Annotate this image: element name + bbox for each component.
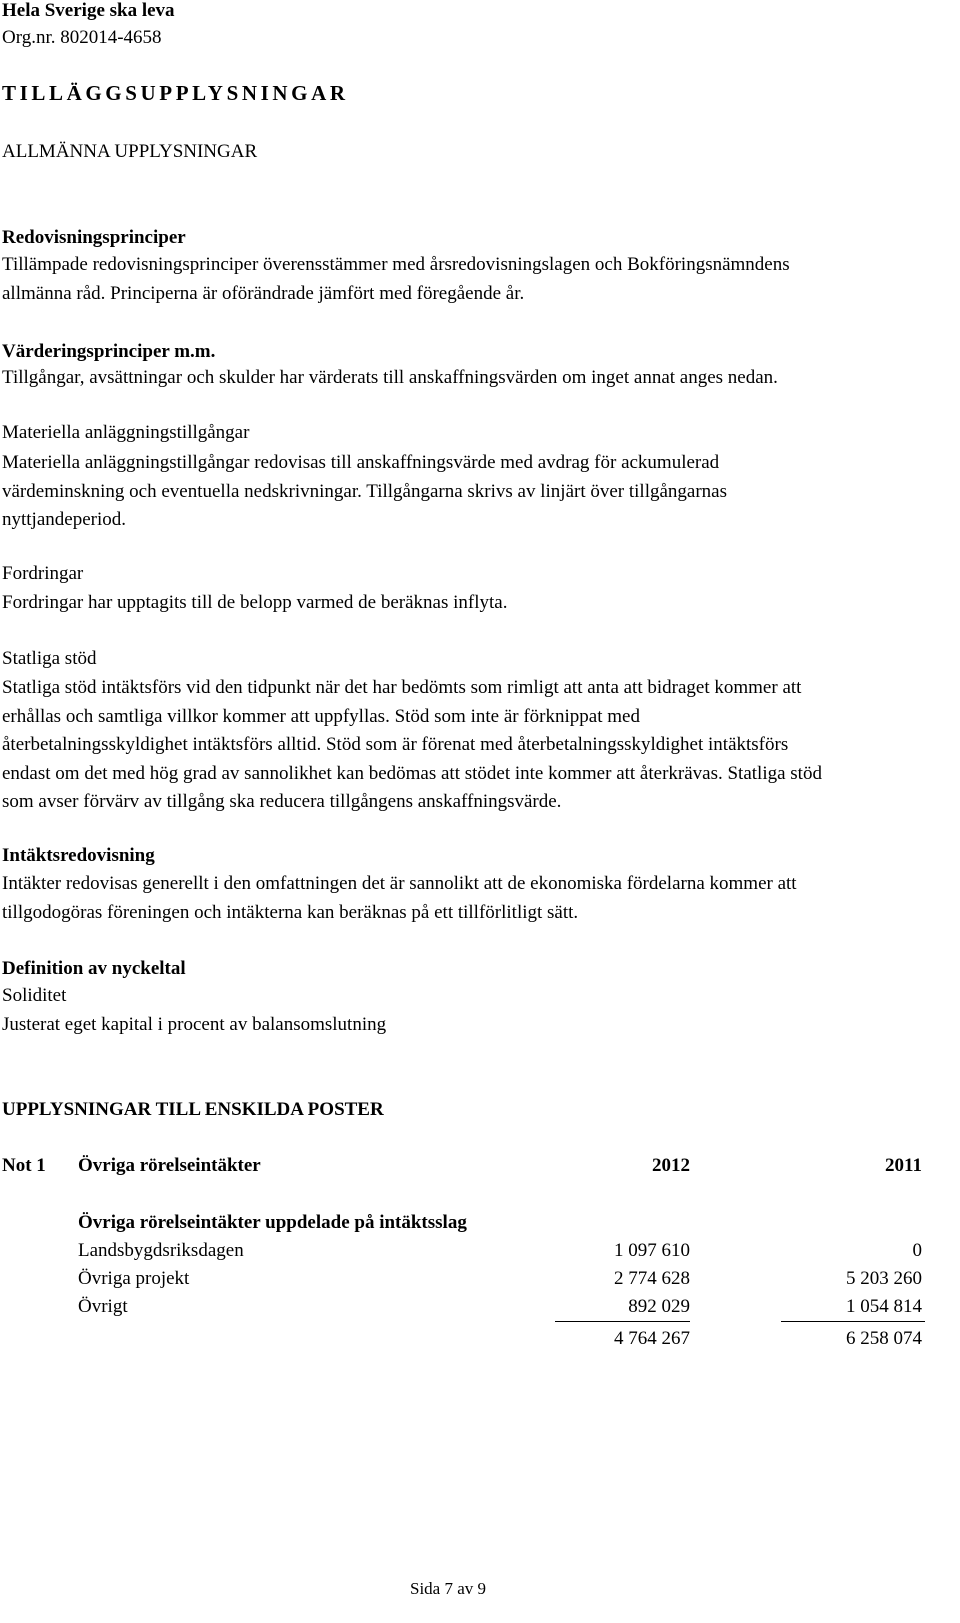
materiella-text bbox=[2, 449, 727, 535]
text-line: som avser förvärv av tillgång ska reducera tillgångens anskaffningsvärde. bbox=[2, 791, 562, 812]
note-subheading: Övriga rörelseintäkter uppdelade på intäktsslag bbox=[78, 1212, 467, 1233]
text-line: återbetalningsskyldighet intäktsförs alltid. Stöd som är förenat med återbetalningsskyldighet intäktsförs bbox=[2, 734, 789, 755]
org-name: Hela Sverige ska leva bbox=[2, 0, 175, 21]
row-label: Övriga projekt bbox=[78, 1268, 190, 1289]
row-label: Landsbygdsriksdagen bbox=[78, 1240, 244, 1261]
sum-rule-2011 bbox=[781, 1321, 925, 1322]
vardering-heading: Värderingsprinciper m.m. bbox=[2, 341, 216, 362]
text-line: nyttjandeperiod. bbox=[2, 509, 126, 530]
intakter-text bbox=[2, 870, 797, 927]
fordringar-text bbox=[2, 589, 507, 618]
text-line: erhållas och samtliga villkor kommer att uppfyllas. Stöd som inte är förknippat med bbox=[2, 705, 640, 727]
text-line: Tillämpade redovisningsprinciper överensstämmer med årsredovisningslagen och Bokföringsnämndens bbox=[2, 254, 790, 275]
specific-heading: UPPLYSNINGAR TILL ENSKILDA POSTER bbox=[2, 1099, 384, 1120]
text-line: värdeminskning och eventuella nedskrivningar. Tillgångarna skrivs av linjärt över tillgångarnas bbox=[2, 480, 728, 502]
nyckeltal-text bbox=[2, 982, 386, 1039]
total-2012: 4 764 267 bbox=[614, 1328, 690, 1349]
note-label: Not 1 bbox=[2, 1155, 46, 1176]
year-2011-header: 2011 bbox=[885, 1155, 922, 1176]
text-line: Materiella anläggningstillgångar redovisas till anskaffningsvärde med avdrag för ackumulerad bbox=[2, 452, 720, 473]
intakter-heading: Intäktsredovisning bbox=[2, 845, 155, 866]
row-value-2012: 2 774 628 bbox=[614, 1268, 690, 1289]
text-line: Statliga stöd intäktsförs vid den tidpunkt när det har bedömts som rimligt att anta att bidraget kommer att bbox=[2, 677, 802, 698]
row-value-2011: 5 203 260 bbox=[846, 1268, 922, 1289]
general-heading: ALLMÄNNA UPPLYSNINGAR bbox=[2, 141, 258, 162]
sum-rule-2012 bbox=[555, 1321, 690, 1322]
page-number: Sida 7 av 9 bbox=[410, 1579, 487, 1598]
row-label: Övrigt bbox=[78, 1296, 128, 1317]
document-title: TILLÄGGSUPPLYSNINGAR bbox=[2, 81, 349, 105]
row-value-2011: 0 bbox=[912, 1240, 922, 1261]
text-line: Justerat eget kapital i procent av balansomslutning bbox=[2, 1013, 387, 1035]
text-line: endast om det med hög grad av sannolikhet kan bedömas att stödet inte kommer att återkrävas. Statliga stöd bbox=[2, 762, 822, 784]
total-2011: 6 258 074 bbox=[846, 1328, 922, 1349]
row-value-2012: 892 029 bbox=[628, 1296, 690, 1317]
redovisningsprinciper-text bbox=[2, 251, 790, 308]
redovisningsprinciper-heading: Redovisningsprinciper bbox=[2, 227, 186, 248]
fordringar-heading: Fordringar bbox=[2, 563, 84, 584]
text-line: Soliditet bbox=[2, 985, 67, 1006]
nyckeltal-heading: Definition av nyckeltal bbox=[2, 958, 186, 979]
row-value-2011: 1 054 814 bbox=[846, 1296, 922, 1317]
year-2012-header: 2012 bbox=[652, 1155, 690, 1176]
note-title: Övriga rörelseintäkter bbox=[78, 1155, 261, 1176]
text-line: Intäkter redovisas generellt i den omfattningen det är sannolikt att de ekonomiska fördelarna kommer att bbox=[2, 873, 797, 894]
text-line: Tillgångar, avsättningar och skulder har värderats till anskaffningsvärden om inget annat anges nedan. bbox=[2, 367, 778, 388]
text-line: Fordringar har upptagits till de belopp varmed de beräknas inflyta. bbox=[2, 592, 508, 613]
text-line: tillgodogöras föreningen och intäkterna kan beräknas på ett tillförlitligt sätt. bbox=[2, 901, 579, 923]
text-line: allmänna råd. Principerna är oförändrade jämfört med föregående år. bbox=[2, 282, 525, 304]
vardering-text bbox=[2, 364, 778, 393]
statliga-stod-text bbox=[2, 674, 822, 817]
row-value-2012: 1 097 610 bbox=[614, 1240, 690, 1261]
org-number: Org.nr. 802014-4658 bbox=[2, 27, 162, 48]
statliga-stod-heading: Statliga stöd bbox=[2, 648, 97, 669]
materiella-heading: Materiella anläggningstillgångar bbox=[2, 422, 250, 443]
